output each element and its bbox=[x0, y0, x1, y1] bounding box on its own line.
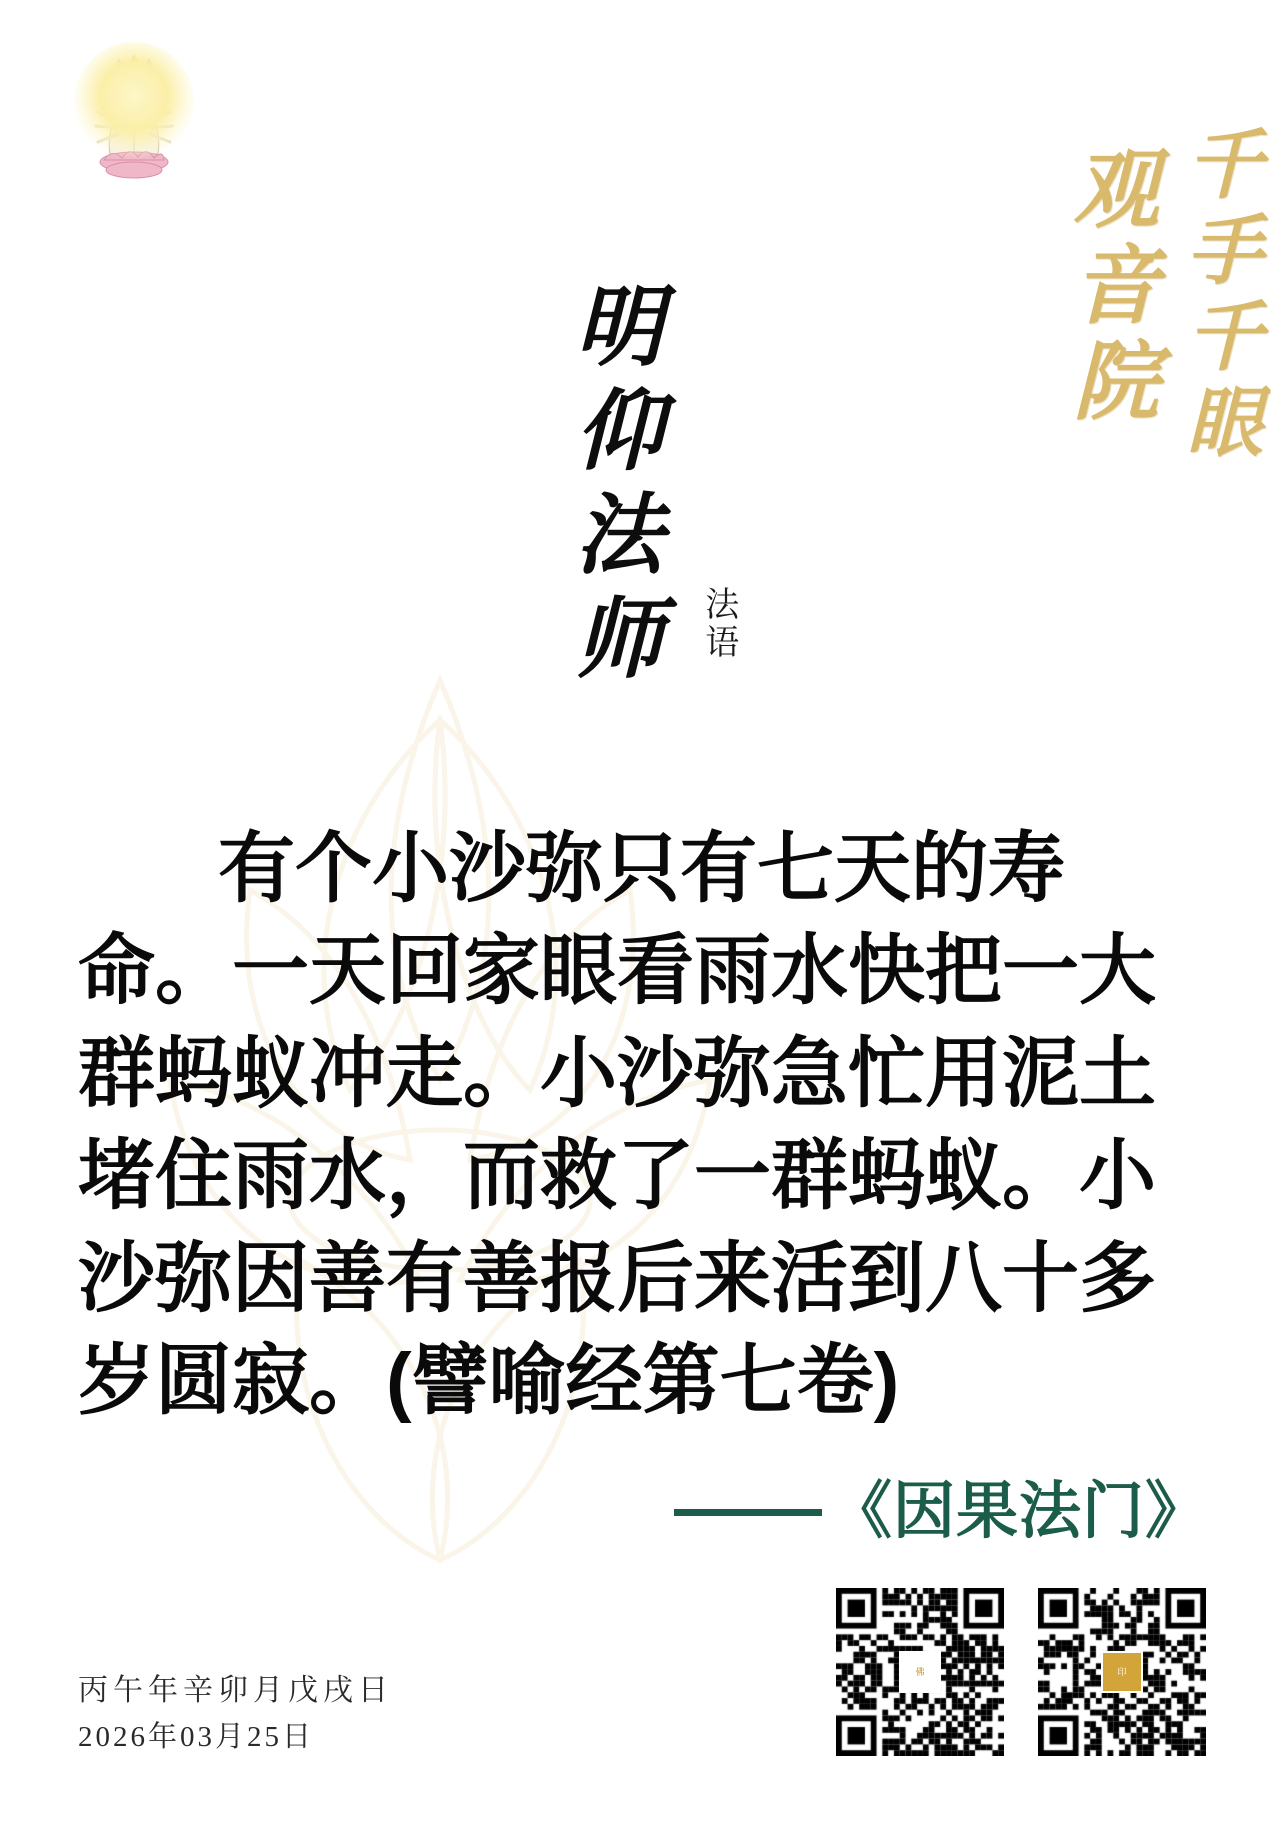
date-block bbox=[78, 1668, 393, 1759]
date-lunar: 丙午年辛卯月戊戌日 bbox=[78, 1674, 393, 1707]
brush-title-line1: 千手千眼 bbox=[1175, 124, 1259, 468]
qr-code-left[interactable] bbox=[836, 1588, 1004, 1756]
speaker-name: 明仰法师 bbox=[562, 280, 659, 696]
avatar bbox=[74, 42, 194, 192]
source-label: 《因果法门》 bbox=[829, 1477, 1208, 1546]
source-dash-rule bbox=[674, 1509, 822, 1516]
brush-title-line2: 观音院 bbox=[1060, 144, 1156, 432]
date-gregorian: 2026年03月25日 bbox=[78, 1720, 315, 1753]
source-attribution bbox=[674, 1477, 1208, 1546]
speaker-suffix: 法语 bbox=[699, 586, 737, 662]
qr-center-right-label: 印 bbox=[1101, 1651, 1143, 1693]
qr-code-right[interactable] bbox=[1038, 1588, 1206, 1756]
avatar-glow bbox=[74, 42, 194, 162]
brush-title bbox=[1008, 118, 1258, 478]
quote-body: 有个小沙弥只有七天的寿命。一天回家眼看雨水快把一大群蚂蚁冲走。小沙弥急忙用泥土堵住雨水，而救了一群蚂蚁。小沙弥因善有善报后来活到八十多岁圆寂。(譬喻经第七卷) bbox=[78, 826, 1156, 1425]
qr-center-left-label: 佛 bbox=[899, 1651, 941, 1693]
qr-code-group bbox=[836, 1588, 1206, 1756]
